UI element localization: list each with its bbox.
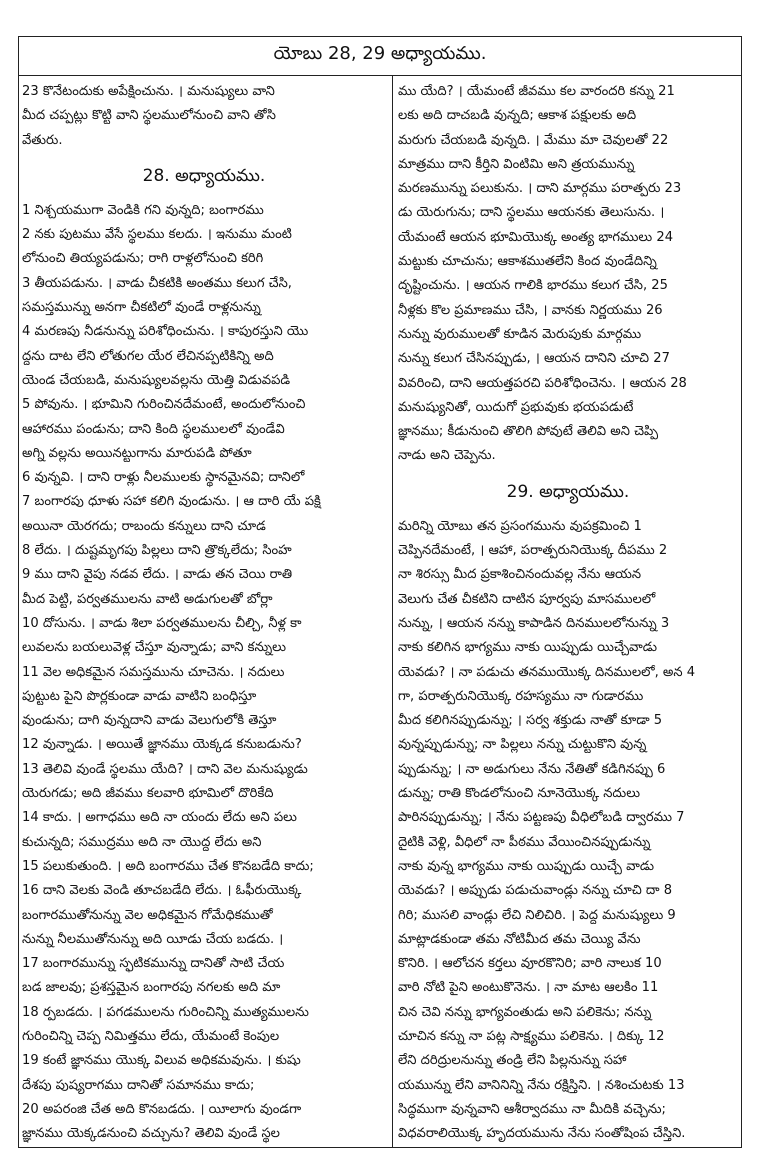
text-line: 19 కంటే జ్ఞానము యొక్క విలువ అధికమవును. । కుషు (22, 1053, 301, 1069)
text-line: మట్టుకు చూచును; ఆకాశముతలేని కింద వుండేదిన్ని (398, 254, 657, 270)
text-line: యెండ చేయబడి, మనుష్యులవల్లను యెత్తి విడువపడి (22, 372, 291, 388)
text-line: 4 మరణపు నీడనున్ను పరిశోధించును. । కాపురస్తుని యొ (22, 324, 309, 340)
text-line: విధవరాలియొక్క హృదయమును నేను సంతోషింప చేస్తిని. (398, 1126, 686, 1142)
text-line: యమున్ను లేని వానినిన్ని నేను రక్షిస్తిని. । నశించుటకు 13 (398, 1077, 685, 1093)
text-line: దైటికి వెళ్లి, వీధిలో నా పీఠము వేయించినప్పుడున్ను (398, 834, 651, 850)
text-line: పారినప్పుడున్ను; । నేను పట్టణపు వీధిలోబడి ద్వారము 7 (398, 810, 685, 826)
text-line: 6 వున్నవి. । దాని రాళ్లు నీలములకు స్థానమైనవి; దానిలో (22, 470, 305, 486)
text-line: నా శిరస్సు మీద ప్రకాశించినందువల్ల నేను ఆయన (398, 567, 642, 583)
text-line: వెలుగు చేత చీకటిని దాటిన పూర్వపు మాసములలో (398, 591, 656, 607)
text-line: 17 బంగారమున్ను స్ఫటికమున్ను దానితో సాటి చేయ (22, 956, 285, 972)
text-line: ఆహారము పండును; దాని కింది స్థలములలో వుండేవి (22, 421, 285, 437)
text-line: 2 నకు పుటము వేసే స్థలము కలదు. । ఇనుము మంటి (22, 227, 292, 243)
text-line: దేశపు పుష్యరాగము దానితో సమానము కాదు; (22, 1077, 255, 1093)
text-line: మీద పెట్టి, పర్వతములను వాటి అడుగులతో బోర్లా (22, 591, 273, 607)
text-line: 13 తెలివి వుండే స్థలము యేది? । దాని వెల మనుష్యుడు (22, 761, 308, 777)
text-line: మీద చప్పట్లు కొట్టి వాని స్థలములోనుంచి వాని తోసి (22, 108, 276, 124)
text-line: వుండును; దాగి వున్నదాని వాడు వెలుగులోకి తెస్తూ (22, 713, 277, 729)
column-divider (392, 76, 393, 1148)
text-line: 15 పలుకుతుంది. । అది బంగారము చేత కొనబడేది కాదు; (22, 858, 314, 874)
text-line: నీళ్లకు కొల ప్రమాణము చేసి, । వానకు నిర్ణయము 26 (398, 302, 663, 318)
text-line: 9 ము దాని వైపు నడవ లేదు. । వాడు తన చెయి రాతి (22, 567, 293, 583)
text-line: మాత్రము దాని కీర్తిని వింటిమి అని త్రయమున్ను (398, 156, 635, 172)
text-line: మరిన్ని యోబు తన ప్రసంగమును వుపక్రమించి 1 (398, 518, 642, 534)
text-line: అగ్ని వల్లను అయినట్టుగాను మారుపడి పోతూ (22, 445, 252, 461)
text-line: జ్ఞానము; కీడునుంచి తొలిగి పోవుటే తెలివి అని చెప్పి (398, 424, 659, 440)
text-line: లోనుంచి తియ్యపడును; రాగి రాళ్లలోనుంచి కరిగి (22, 251, 264, 267)
text-line: సమస్తమున్ను అనగా చీకటిలో వుండే రాళ్లనున్ను (22, 300, 261, 316)
text-line: వేతురు. (22, 132, 63, 148)
text-line: లకు అది దాచబడి వున్నది; ఆకాశ పక్షులకు అది (398, 108, 637, 124)
text-line: వున్నప్పుడున్ను; నా పిల్లలు నన్ను చుట్టుకొని వున్న (398, 737, 647, 753)
chapter-heading: 29. అధ్యాయము. (506, 481, 630, 502)
text-line: మరణమున్ను పలుకును. । దాని మార్గము పరాత్పరు 23 (398, 181, 682, 197)
text-line: 1 నిశ్చయముగా వెండికి గని వున్నది; బంగారము (22, 202, 264, 218)
text-line: లేని దరిద్రులనున్ను తండ్రి లేని పిల్లనున్ను సహా (398, 1053, 627, 1069)
text-line: నున్ను వురుములతో కూడిన మెరుపుకు మార్గము (398, 326, 642, 342)
text-line: 5 పోవును. । భూమిని గురించినదేమంటే, అందులోనుంచి (22, 397, 306, 413)
text-line: నున్ను కలుగ చేసినప్పుడు, । ఆయన దానిని చూచి 27 (398, 351, 670, 367)
text-line: ద్దను దాట లేని లోతుగల యేర లేచినప్పటికిన్ని అది (22, 348, 274, 364)
page-title: యోబు 28, 29 అధ్యాయము. (273, 43, 487, 64)
text-line: యెరుగడు; అది జీవము కలవారి భూమిలో దొరికేది (22, 786, 274, 802)
text-line: వారి నోటి పైని అంటుకొనెను. । నా మాట ఆలకిం 11 (398, 980, 659, 996)
text-line: యెవడు? । అప్పుడు పడుచువాండ్లు నన్ను చూచి దా 8 (398, 883, 673, 899)
text-line: 16 దాని వెలకు వెండి తూచబడేది లేదు. । ఓఫీరుయొక్క (22, 883, 302, 899)
text-line: మనుష్యునితో, యిదుగో ప్రభువుకు భయపడుటే (398, 399, 634, 415)
text-line: నున్ను, । ఆయన నన్ను కాపాడిన దినములలోనున్ను 3 (398, 615, 670, 631)
text-line: గిరి; ముసలి వాండ్లు లేచి నిలిచిరి. । పెద్ద మనుష్యులు 9 (398, 907, 676, 923)
chapter-heading: 28. అధ్యాయము. (142, 165, 266, 186)
page-header (18, 36, 742, 76)
text-line: దృష్టించును. । ఆయన గాలికి భారము కలుగ చేసి, 25 (398, 278, 668, 294)
text-line: ప్పుడున్ను; । నా అడుగులు నేను నేతితో కడిగినప్పు 6 (398, 761, 666, 777)
text-line: నున్ను నీలముతోనున్ను అది యీడు చేయ బడదు. । (22, 931, 284, 947)
text-line: వివరించి, దాని ఆయత్తపరచి పరిశోధించెను. । ఆయన 28 (398, 375, 687, 391)
left-column (22, 80, 386, 1146)
text-line: మరుగు చేయబడి వున్నది. । మేము మా చెవులతో 22 (398, 132, 669, 148)
text-line: గా, పరాత్పరునియొక్క రహస్యము నా గుడారము (398, 688, 644, 704)
text-line: ము యేది? । యేమంటే జీవము కల వారందరి కన్ను 21 (398, 84, 675, 99)
text-line: డు యెరుగును; దాని స్థలము ఆయనకు తెలుసును. । (398, 205, 665, 221)
text-line: 11 వెల అధికమైన సమస్తమును చూచెను. । నదులు (22, 664, 285, 680)
text-line: 14 కాదు. । అగాధము అది నా యందు లేదు అని పలు (22, 810, 297, 826)
text-line: కుచున్నది; సముద్రము అది నా యొద్ద లేదు అని (22, 834, 262, 850)
text-line: మీద కలిగినప్పుడున్ను; । సర్వ శక్తుడు నాతో కూడా 5 (398, 713, 663, 729)
text-line: 8 లేదు. । దుష్టమృగపు పిల్లలు దాని త్రొక్కలేదు; సింహ (22, 543, 292, 559)
text-line: యెవడు? । నా పడుచు తనముయొక్క దినములలో, అన 4 (398, 664, 696, 680)
text-line: అయినా యెరగదు; రాబందు కన్నులు దాని చూడ (22, 518, 266, 534)
text-line: నాకు వున్న భాగ్యము నాకు యిప్పుడు యిచ్చే వాడు (398, 858, 655, 874)
text-line: 20 అపరంజి చేత అది కొనబడదు. । యీలాగు వుండగా (22, 1101, 302, 1117)
text-line: 10 దోసును. । వాడు శిలా పర్వతములను చీల్చి, నీళ్ల కా (22, 615, 302, 631)
text-line: 3 తీయపడును. । వాడు చీకటికి అంతము కలుగ చేసి, (22, 275, 292, 291)
text-line: నాకు కలిగిన భాగ్యము నాకు యిప్పుడు యిచ్చేవాడు (398, 640, 657, 656)
text-line: చిన చెవి నన్ను భాగ్యవంతుడు అని పలికెను; నన్ను (398, 1004, 652, 1020)
text-line: బడ జాలవు; ప్రశస్తమైన బంగారపు నగలకు అది మా (22, 980, 281, 996)
text-line: మాట్లాడకుండా తమ నోటిమీద తమ చెయ్యి వేను (398, 931, 641, 947)
text-line: చెప్పినదేమంటే, । ఆహా, పరాత్పరునియొక్క దీపము 2 (398, 543, 668, 559)
text-line: కొనిరి. । ఆలోచన కర్తలు వూరకొనిరి; వారి నాలుక 10 (398, 956, 662, 972)
text-line: చూచిన కన్ను నా పట్ల సాక్ష్యము పలికెను. । దిక్కు 12 (398, 1028, 665, 1044)
text-line: 7 బంగారపు ధూళు సహా కలిగి వుండును. । ఆ దారి యే పక్షి (22, 494, 321, 510)
text-line: గురించిన్ని చెప్ప నిమిత్తము లేదు, యేమంటే కెంపుల (22, 1028, 280, 1044)
text-line: జ్ఞానము యెక్కడనుంచి వచ్చును? తెలివి వుండే స్థల (22, 1126, 280, 1142)
text-line: డున్ను; రాతి కొండలోనుంచి నూనెయొక్క నదులు (398, 786, 641, 802)
text-line: పుట్టుట పైని పొర్లకుండా వాడు వాటిని బంధిస్తూ (22, 688, 257, 704)
text-line: 12 వున్నాడు. । అయితే జ్ఞానము యెక్కడ కనుబడును? (22, 737, 302, 753)
text-line: 18 ర్పబడదు. । పగడములను గురించిన్ని ముత్యములను (22, 1004, 309, 1020)
text-line: బంగారముతోనున్ను వెల అధికమైన గోమేధికముతో (22, 907, 273, 923)
text-line: యేమంటే ఆయన భూమియొక్క అంత్య భాగములు 24 (398, 229, 674, 245)
text-line: నాడు అని చెప్పెను. (398, 448, 496, 464)
text-line: సిద్ధముగా వున్నవాని ఆశీర్వాదము నా మీదికి వచ్చెను; (398, 1101, 666, 1117)
right-column (398, 80, 738, 1146)
text-line: లువలను బయలువెళ్ల చేస్తూ వున్నాడు; వాని కన్నులు (22, 640, 286, 656)
text-line: 23 కొనేటందుకు అపేక్షించును. । మనుష్యులు వాని (22, 84, 275, 99)
